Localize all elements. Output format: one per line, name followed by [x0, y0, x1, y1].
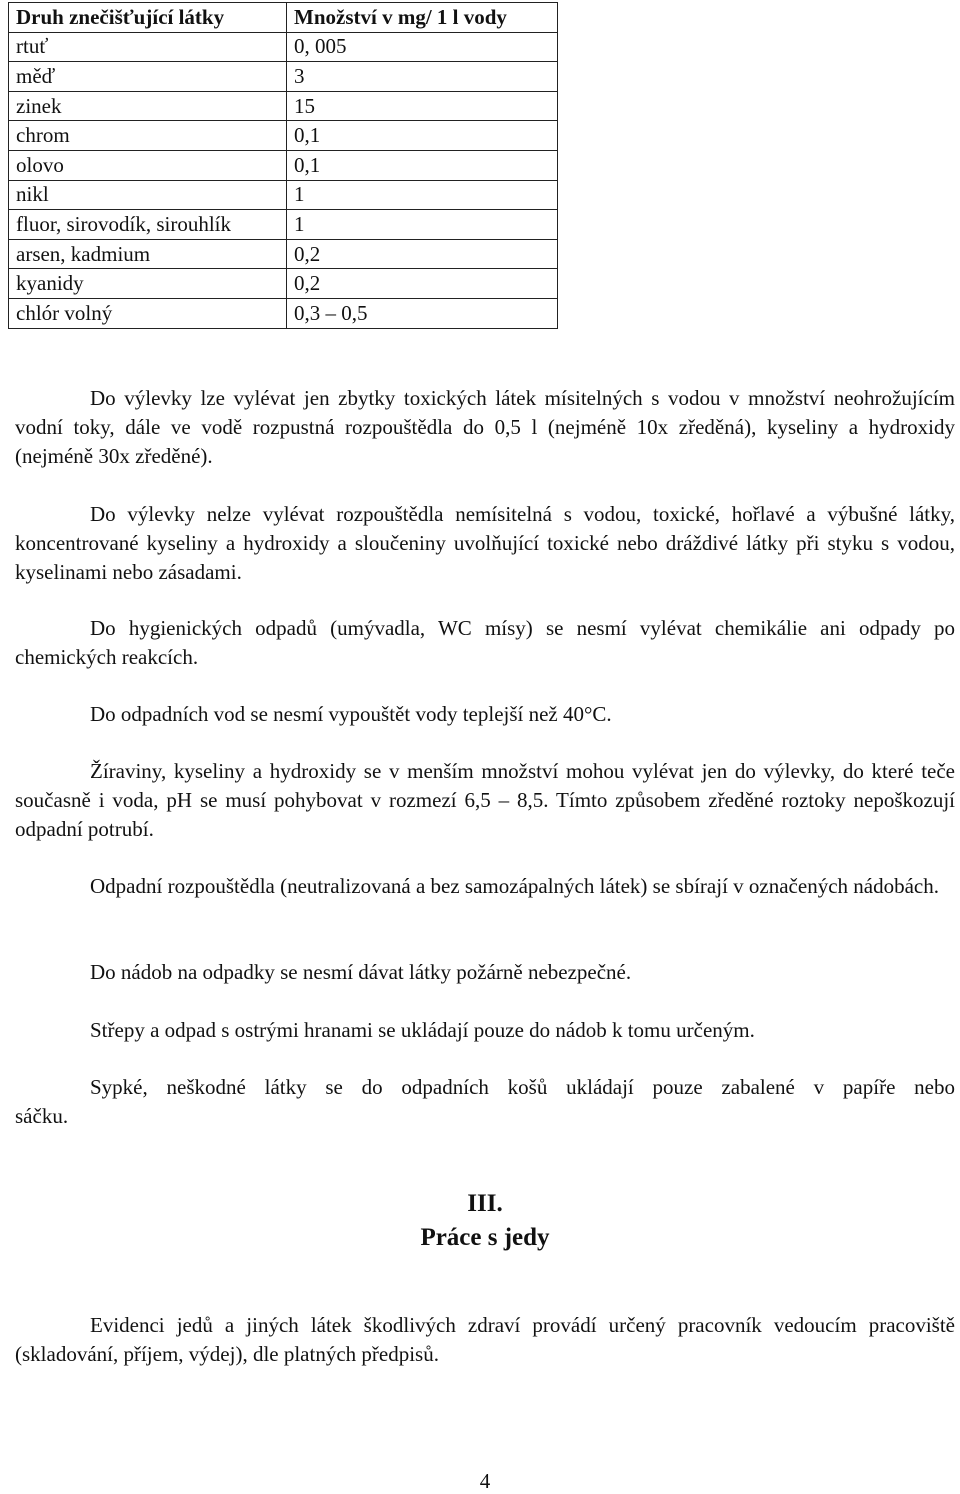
substance-cell: arsen, kadmium [9, 239, 287, 269]
section-title: Práce s jedy [420, 1224, 550, 1251]
amount-cell: 0,1 [287, 121, 558, 151]
table-row [9, 32, 558, 62]
table-row [9, 150, 558, 180]
paragraph-waste-bins: Do nádob na odpadky se nesmí dávat látky požárně nebezpečné. [90, 960, 632, 984]
column-header-amount: Množství v mg/ 1 l vody [287, 3, 558, 33]
substance-cell: nikl [9, 180, 287, 210]
paragraph-sink-allowed: Do výlevky lze vylévat jen zbytky toxických látek mísitelných s vodou v množství neohrožujícím vodní toky, dále ve vodě rozpustná rozpouštědla do 0,5 l (nejméně 10x zředěná), kyseliny a hydroxidy (nejméně 30x zředěné). [15, 386, 955, 468]
amount-cell: 0,2 [287, 239, 558, 269]
table-row [9, 239, 558, 269]
table-header-row [9, 3, 558, 33]
amount-cell: 3 [287, 62, 558, 92]
substance-cell: fluor, sirovodík, sirouhlík [9, 210, 287, 240]
substance-cell: rtuť [9, 32, 287, 62]
table-row [9, 269, 558, 299]
substance-cell: měď [9, 62, 287, 92]
table-row [9, 180, 558, 210]
paragraph-hygienic-drains: Do hygienických odpadů (umývadla, WC mísy) se nesmí vylévat chemikálie ani odpady po chemických reakcích. [15, 616, 955, 669]
section-number: III. [467, 1190, 503, 1217]
paragraph-poison-records: Evidenci jedů a jiných látek škodlivých zdraví provádí určený pracovník vedoucím pracoviště (skladování, příjem, výdej), dle platných předpisů. [15, 1313, 955, 1366]
paragraph-bulk-substances: Sypké, neškodné látky se do odpadních košů ukládají pouze zabalené v papíře nebo [90, 1075, 955, 1099]
amount-cell: 15 [287, 91, 558, 121]
amount-cell: 0,2 [287, 269, 558, 299]
amount-cell: 0, 005 [287, 32, 558, 62]
amount-cell: 0,1 [287, 150, 558, 180]
amount-cell: 1 [287, 210, 558, 240]
table-row [9, 121, 558, 151]
paragraph-corrosives: Žíraviny, kyseliny a hydroxidy se v menším množství mohou vylévat jen do výlevky, do které teče současně i voda, pH se musí pohybovat v rozmezí 6,5 – 8,5. Tímto způsobem zředěné roztoky nepoškozují odpadní potrubí. [15, 759, 955, 841]
substance-cell: chlór volný [9, 298, 287, 328]
substance-cell: olovo [9, 150, 287, 180]
substance-cell: kyanidy [9, 269, 287, 299]
substance-cell: zinek [9, 91, 287, 121]
paragraph-sink-forbidden: Do výlevky nelze vylévat rozpouštědla nemísitelná s vodou, toxické, hořlavé a výbušné látky, koncentrované kyseliny a hydroxidy a sloučeniny uvolňující toxické nebo dráždivé látky při styku s vodou, kyselinami nebo zásadami. [15, 502, 955, 584]
paragraph-bulk-substances-end: sáčku. [15, 1104, 69, 1128]
paragraph-sharp-waste: Střepy a odpad s ostrými hranami se ukládají pouze do nádob k tomu určeným. [90, 1018, 755, 1042]
table-row [9, 62, 558, 92]
table-row [9, 91, 558, 121]
table-row [9, 210, 558, 240]
paragraph-waste-solvents: Odpadní rozpouštědla (neutralizovaná a bez samozápalných látek) se sbírají v označených nádobách. [90, 874, 939, 898]
page-number: 4 [479, 1469, 491, 1493]
amount-cell: 0,3 – 0,5 [287, 298, 558, 328]
table-row [9, 298, 558, 328]
pollutant-limits-table [8, 2, 558, 329]
column-header-substance: Druh znečišťující látky [9, 3, 287, 33]
paragraph-waste-water-temperature: Do odpadních vod se nesmí vypouštět vody teplejší než 40°C. [90, 702, 612, 726]
amount-cell: 1 [287, 180, 558, 210]
substance-cell: chrom [9, 121, 287, 151]
